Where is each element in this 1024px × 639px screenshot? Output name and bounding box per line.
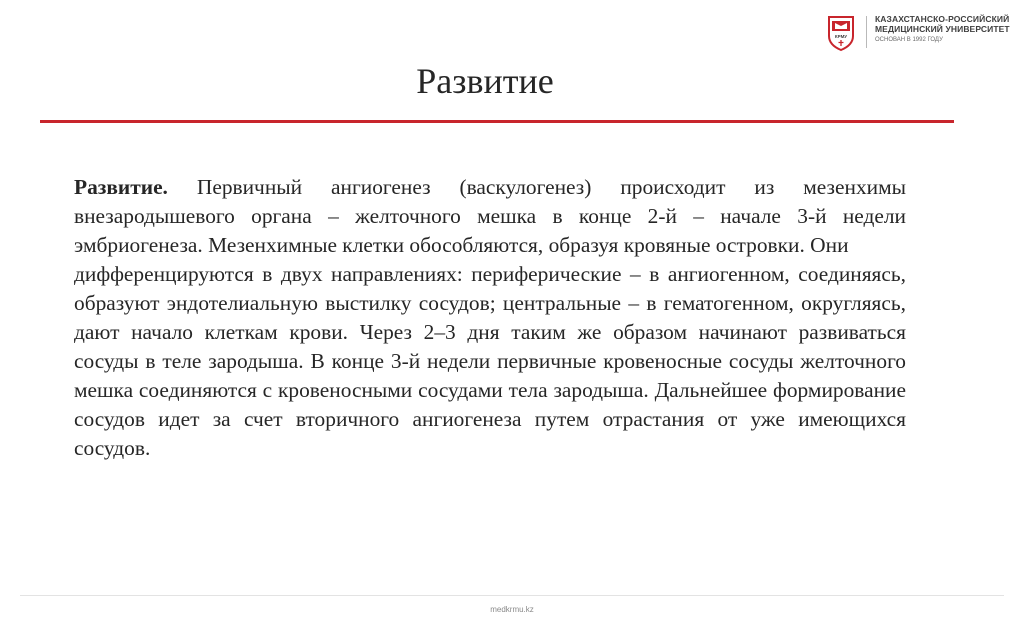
logo-divider (866, 16, 867, 48)
logo-line-2: МЕДИЦИНСКИЙ УНИВЕРСИТЕТ (875, 24, 1010, 35)
slide-title: Развитие (416, 61, 554, 101)
logo-line-1: КАЗАХСТАНСКО-РОССИЙСКИЙ (875, 14, 1010, 24)
logo-founded: ОСНОВАН В 1992 ГОДУ (875, 37, 943, 44)
paragraph-1-text: Первичный ангиогенез (васкулогенез) происходит из мезенхимы внезародышевого органа – желточного мешка в конце 2-й – начале 3-й недели эмбриогенеза. Мезенхимные клетки обособляются, образуя кровяные островки. Они (74, 175, 906, 257)
footer-divider (20, 595, 1004, 596)
logo-text (875, 14, 1010, 44)
university-logo (826, 14, 1010, 52)
lead-term: Развитие. (74, 175, 168, 199)
title-underline (40, 120, 954, 123)
university-emblem-icon (826, 14, 856, 52)
paragraph-2: дифференцируются в двух направлениях: периферические – в ангиогенном, соединяясь, образуют эндотелиальную выстилку сосудов; центральные – в гематогенном, округляясь, дают начало клеткам крови. Через 2–3 дня таким же образом начинают развиваться сосуды в теле зародыша. В конце 3-й недели первичные кровеносные сосуды желточного мешка соединяются с кровеносными сосудами тела зародыша. Дальнейшее формирование сосудов идет за счет вторичного ангиогенеза путем отрастания от уже имеющихся сосудов. (74, 262, 906, 460)
paragraph-1 (74, 173, 906, 260)
emblem-caption: КРМУ (834, 34, 848, 39)
slide-body (74, 173, 906, 463)
footer-url: medkrmu.kz (490, 605, 534, 614)
